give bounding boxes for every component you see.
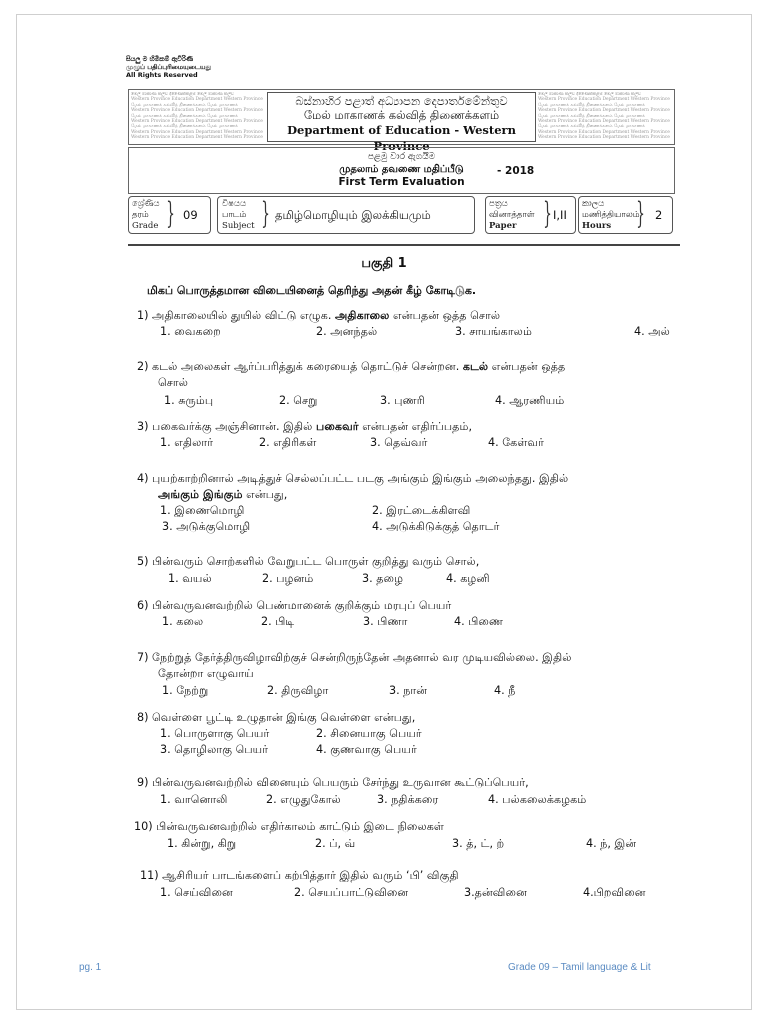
question-5: 5) பின்வரும் சொற்களில் வேறுபட்ட பொருள் குறித்து வரும் சொல்,: [137, 555, 480, 568]
copyright-english: All Rights Reserved: [126, 71, 198, 79]
option: 3. நதிக்கரை: [377, 793, 439, 806]
paper-value: I,II: [553, 208, 567, 222]
exam-title-sinhala: පළමු වාර ඇගයීම: [367, 152, 436, 162]
subject-value: தமிழ்மொழியும் இலக்கியமும்: [275, 208, 431, 222]
option: 4. கழனி: [446, 572, 490, 585]
option: 4. பிணை: [454, 615, 504, 628]
subject-box: විෂයය பாடம் Subject } தமிழ்மொழியும் இலக்கியமும்: [217, 196, 475, 234]
option: 1. பொருளாகு பெயர்: [160, 727, 270, 740]
option: 3. புணரி: [380, 394, 425, 407]
option: 3. தொழிலாகு பெயர்: [160, 743, 269, 756]
exam-year: - 2018: [497, 165, 535, 177]
option: 4. அடுக்கிடுக்குத் தொடர்: [372, 520, 500, 533]
option: 4. கேள்வர்: [488, 436, 544, 449]
brace-icon: }: [636, 196, 645, 231]
exam-title-english: First Term Evaluation: [338, 176, 465, 188]
option: 3.தன்வினை: [464, 886, 527, 899]
hours-value: 2: [655, 208, 663, 222]
question-2: 2) கடல் அலைகள் ஆர்ப்பரித்துக் கரையைத் தொட்டுச் சென்றன. கடல் என்பதன் ஒத்த: [137, 360, 566, 373]
option: 2. செறு: [279, 394, 318, 407]
department-english: Department of Education - Western Province: [287, 123, 516, 153]
question-6: 6) பின்வருவனவற்றில் பெண்மானைக் குறிக்கும் மரபுப் பெயர்: [137, 599, 452, 612]
question-7-continued: தோன்றா எழுவாய்: [158, 667, 254, 680]
question-4: 4) புயற்காற்றினால் அடித்துச் செல்லப்பட்ட படகு அங்கும் இங்கும் அலைந்தது. இதில்: [137, 472, 569, 485]
option: 4. அல்: [634, 325, 670, 338]
option: 1. வானொலி: [160, 793, 228, 806]
header-divider: [128, 244, 680, 246]
option: 2. எதிரிகள்: [259, 436, 317, 449]
question-8: 8) வெள்ளை பூட்டி உழுதான் இங்கு வெள்ளை என்பது,: [137, 711, 416, 724]
question-3: 3) பகைவர்க்கு அஞ்சினான். இதில் பகைவர் என்பதன் எதிர்ப்பதம்,: [137, 420, 473, 433]
option: 2. இரட்டைக்கிளவி: [372, 504, 471, 517]
option: 1. கின்று, கிறு: [167, 837, 237, 850]
question-1: 1) அதிகாலையில் துயில் விட்டு எழுக. அதிகாலை என்பதன் ஒத்த சொல்: [137, 309, 501, 322]
department-sinhala: බස්නාහිර පළාත් අධ්‍යාපන දෙපාර්තමේන්තුව: [295, 94, 508, 108]
option: 3. நான்: [389, 684, 428, 697]
copyright-tamil: முழுப் பதிப்புரிமையுடையது: [126, 63, 212, 71]
option: 2. ப், வ்: [315, 837, 356, 850]
option: 3. அடுக்குமொழி: [162, 520, 251, 533]
brace-icon: }: [166, 196, 175, 231]
brace-icon: }: [261, 196, 270, 231]
option: 1. கலை: [162, 615, 204, 628]
option: 1. இணைமொழி: [160, 504, 245, 517]
option: 1. செய்வினை: [160, 886, 233, 899]
option: 3. தழை: [362, 572, 404, 585]
exam-title-box: [128, 147, 675, 194]
question-11: 11) ஆசிரியர் பாடங்களைப் கற்பித்தார் இதில் வரும் ‘பி’ விகுதி: [140, 869, 459, 882]
option: 2. சினையாகு பெயர்: [316, 727, 422, 740]
exam-title-tamil: முதலாம் தவணை மதிப்பீடு: [339, 164, 464, 175]
option: 4. குணவாகு பெயர்: [316, 743, 417, 756]
copyright-sinhala: සියලු ම හිමිකම් ඇවිරිණි: [126, 55, 194, 63]
watermark-right: මේල් මාකාණ කල්වි දිණෛක්කළම් මේල් මාකාණ කල්වි Western Province Education Department Western Province மேல் மாகாணக் கல்வித் திணைக்களம் மேல் மாகாணக் Western Province Education Department Western Province மேல் மாகாணக் கல்வித் திணைக்களம் மேல் மாகாணக் Western Province Education Department Western Province மேல் மாகாணக் கல்வித் திணைக்களம் மேல் மாகாணக் Western Province Education Department Western Province Western Province Education Department Western Province: [538, 92, 670, 141]
option: 1. வைகறை: [160, 325, 221, 338]
option: 4. ந், இன்: [586, 837, 637, 850]
option: 1. சுரும்பு: [164, 394, 214, 407]
option: 2. எழுதுகோல்: [266, 793, 341, 806]
copyright-notice: [126, 55, 211, 79]
grade-value: 09: [183, 208, 198, 222]
option: 3. சாயங்காலம்: [455, 325, 532, 338]
watermark-left: මේල් මාකාණ කල්වි දිණෛක්කළම් මේල් මාකාණ කල්වි Western Province Education Department Western Province மேல் மாகாணக் கல்வித் திணைக்களம் மேல் மாகாணக் Western Province Education Department Western Province மேல் மாகாணக் கல்வித் திணைக்களம் மேல் மாகாணக் Western Province Education Department Western Province மேல் மாகாணக் கல்வித் திணைக்களம் மேல் மாகாணக் Western Province Education Department Western Province Western Province Education Department Western Province: [131, 92, 263, 141]
footer-title: Grade 09 – Tamil language & Lit: [508, 962, 651, 973]
instruction: மிகப் பொருத்தமான விடையினைத் தெரிந்து அதன் கீழ் கோடிடுக.: [147, 284, 477, 297]
option: 4.பிறவினை: [583, 886, 646, 899]
option: 3. த், ட், ற்: [452, 837, 505, 850]
brace-icon: }: [543, 196, 552, 231]
department-title-box: [267, 92, 536, 153]
option: 4. நீ: [494, 684, 516, 697]
option: 1. எதிலார்: [160, 436, 214, 449]
page-number: pg. 1: [79, 962, 102, 973]
option: 4. பல்கலைக்கழகம்: [488, 793, 587, 806]
option: 2. திருவிழா: [267, 684, 329, 697]
option: 2. அனந்தல்: [316, 325, 378, 338]
department-tamil: மேல் மாகாணக் கல்வித் திணைக்களம்: [303, 108, 500, 122]
grade-box: ශ්‍රේණිය தரம் Grade } 09: [128, 196, 211, 234]
option: 2. பழனம்: [262, 572, 314, 585]
option: 3. தெவ்வர்: [370, 436, 428, 449]
option: 4. ஆரணியம்: [495, 394, 565, 407]
question-9: 9) பின்வருவனவற்றில் வினையும் பெயரும் சேர்ந்து உருவான கூட்டுப்பெயர்,: [137, 776, 529, 789]
option: 1. நேற்று: [162, 684, 209, 697]
hours-box: කාලය மணித்தியாலம் Hours } 2: [578, 196, 673, 234]
department-header: [128, 89, 675, 153]
question-10: 10) பின்வருவனவற்றில் எதிர்காலம் காட்டும் இடை நிலைகள்: [134, 820, 444, 833]
question-2-continued: சொல்: [158, 376, 189, 389]
part-title: பகுதி 1: [361, 256, 407, 271]
question-7: 7) நேற்றுத் தேர்த்திருவிழாவிற்குச் சென்றிருந்தேன் அதனால் வர முடியவில்லை. இதில்: [137, 651, 572, 664]
question-4-continued: அங்கும் இங்கும் என்பது,: [158, 488, 288, 501]
option: 2. பிடி: [261, 615, 295, 628]
option: 2. செயப்பாட்டுவினை: [294, 886, 409, 899]
option: 3. பிணா: [363, 615, 408, 628]
option: 1. வயல்: [168, 572, 212, 585]
paper-box: පත්‍රය வினாத்தாள் Paper } I,II: [485, 196, 576, 234]
